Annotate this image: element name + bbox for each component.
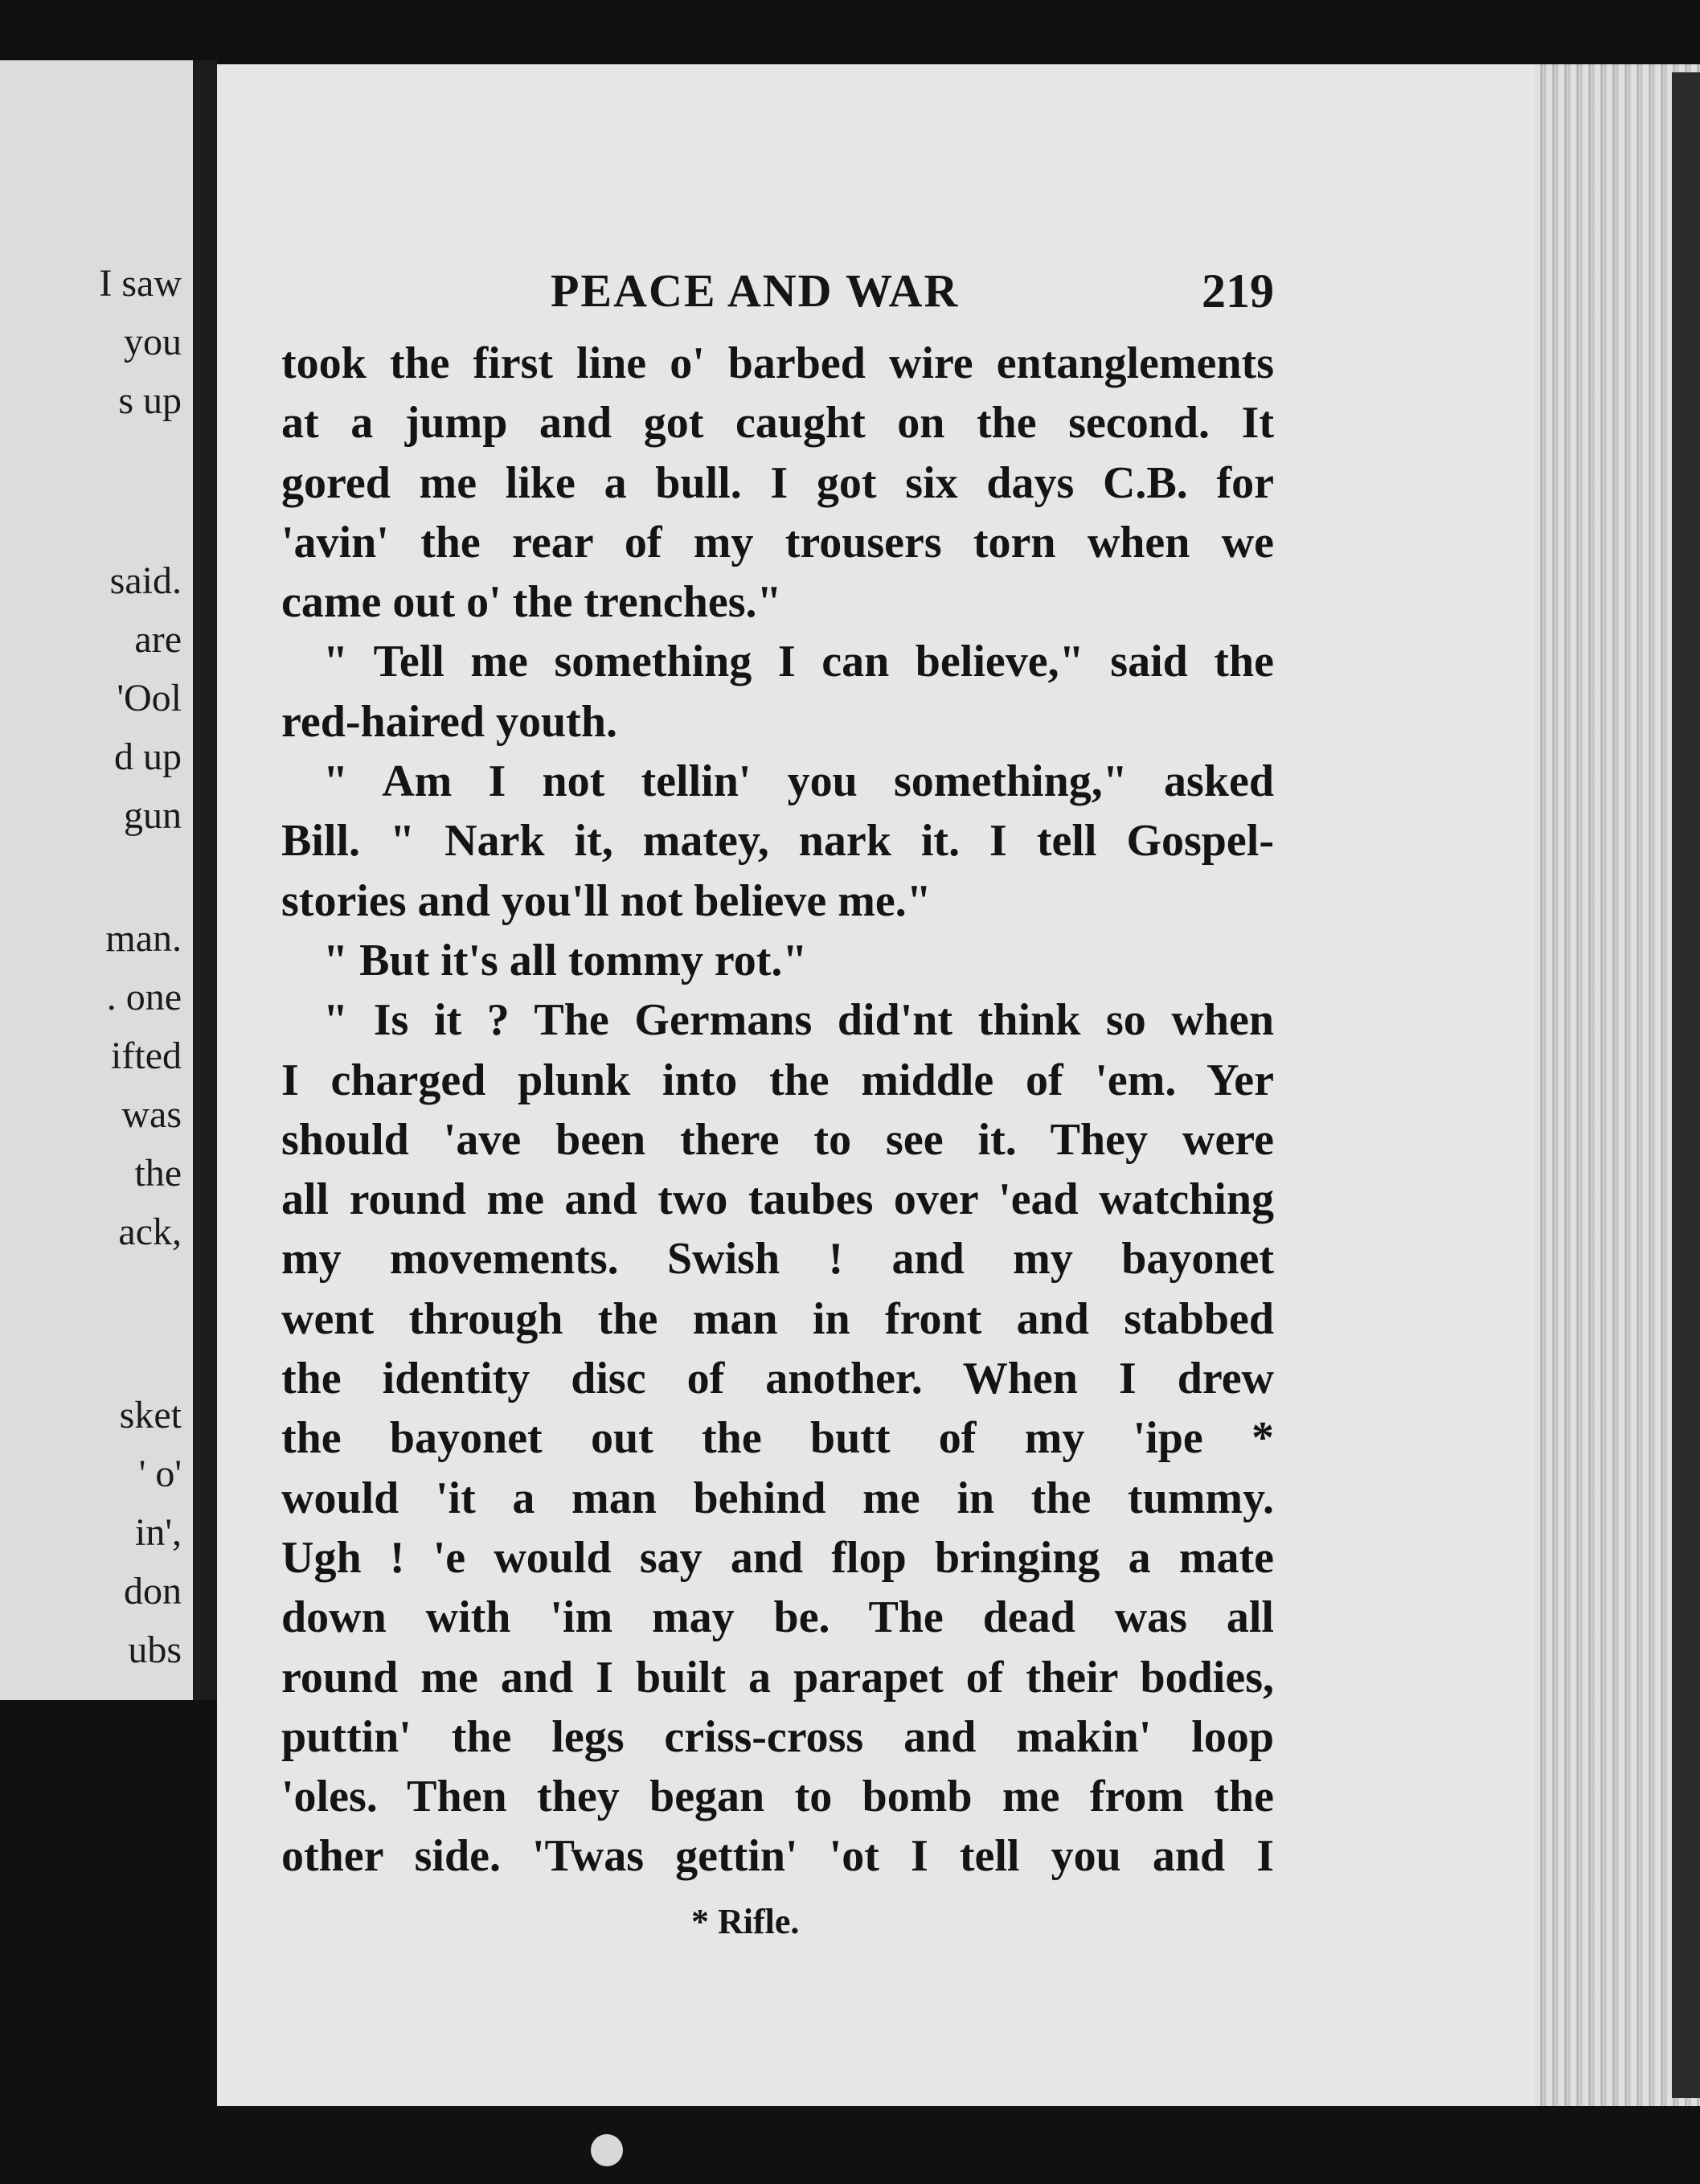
text-line: down with 'im may be. The dead was all: [281, 1592, 1274, 1643]
text-line: puttin' the legs criss-cross and makin' loop: [281, 1711, 1274, 1762]
text-line: round me and I built a parapet of their bodies,: [281, 1652, 1274, 1703]
left-page-line: s up: [118, 379, 182, 422]
footnote: * Rifle.: [691, 1902, 800, 1941]
left-page-line: gun: [124, 794, 182, 837]
left-page-line: I saw: [99, 262, 182, 305]
left-page-line: was: [121, 1093, 182, 1136]
page-number: 219: [1202, 264, 1274, 318]
book-gutter: [193, 60, 217, 1700]
left-page-line: said.: [109, 559, 182, 602]
text-line: " Tell me something I can believe," said the: [323, 637, 1274, 687]
left-page-line: man.: [105, 917, 182, 960]
text-line: would 'it a man behind me in the tummy.: [281, 1473, 1274, 1523]
left-page-line: ifted: [111, 1035, 182, 1077]
left-page-line: ' o': [138, 1453, 182, 1495]
text-line: " But it's all tommy rot.": [323, 935, 808, 985]
left-page-line: 'Ool: [117, 677, 182, 719]
text-line: gored me like a bull. I got six days C.B. for: [281, 457, 1274, 508]
text-line: the identity disc of another. When I drew: [281, 1354, 1274, 1404]
text-line: came out o' the trenches.": [281, 577, 782, 628]
text-line: other side. 'Twas gettin' 'ot I tell you and I: [281, 1831, 1274, 1882]
text-line: " Is it ? The Germans did'nt think so when: [323, 995, 1274, 1046]
left-page-line: . one: [106, 976, 182, 1018]
text-line: 'avin' the rear of my trousers torn when we: [281, 517, 1274, 568]
text-line: red-haired youth.: [281, 696, 617, 747]
text-line: went through the man in front and stabbed: [281, 1293, 1274, 1344]
left-page-line: ubs: [128, 1629, 182, 1671]
left-page-line: don: [124, 1570, 182, 1612]
text-line: I charged plunk into the middle of 'em. Yer: [281, 1055, 1274, 1105]
text-line: the bayonet out the butt of my 'ipe *: [281, 1413, 1274, 1464]
page-header: [217, 264, 1535, 320]
book-cover-edge: [1672, 72, 1700, 2098]
text-line: stories and you'll not believe me.": [281, 875, 932, 926]
text-line: Ugh ! 'e would say and flop bringing a mate: [281, 1532, 1274, 1583]
text-line: 'oles. Then they began to bomb me from the: [281, 1772, 1274, 1822]
right-page: [217, 64, 1535, 2106]
left-page-line: in',: [135, 1511, 182, 1554]
running-head: PEACE AND WAR: [551, 264, 960, 317]
body-text: [281, 334, 1274, 1887]
text-line: all round me and two taubes over 'ead watching: [281, 1174, 1274, 1225]
left-page-line: sket: [119, 1394, 182, 1436]
text-line: at a jump and got caught on the second. It: [281, 398, 1274, 449]
left-page-line: are: [134, 618, 182, 661]
left-page-line: ack,: [118, 1211, 182, 1253]
text-line: Bill. " Nark it, matey, nark it. I tell Gospel-: [281, 816, 1274, 867]
left-page: [0, 60, 193, 1700]
text-line: my movements. Swish ! and my bayonet: [281, 1234, 1274, 1285]
text-line: should 'ave been there to see it. They were: [281, 1114, 1274, 1165]
left-page-line: d up: [114, 736, 182, 778]
left-page-line: the: [134, 1152, 182, 1194]
text-line: took the first line o' barbed wire entanglements: [281, 338, 1274, 388]
scan-blot: [591, 2134, 623, 2166]
left-page-line: you: [124, 321, 182, 363]
text-line: " Am I not tellin' you something," asked: [323, 756, 1274, 807]
